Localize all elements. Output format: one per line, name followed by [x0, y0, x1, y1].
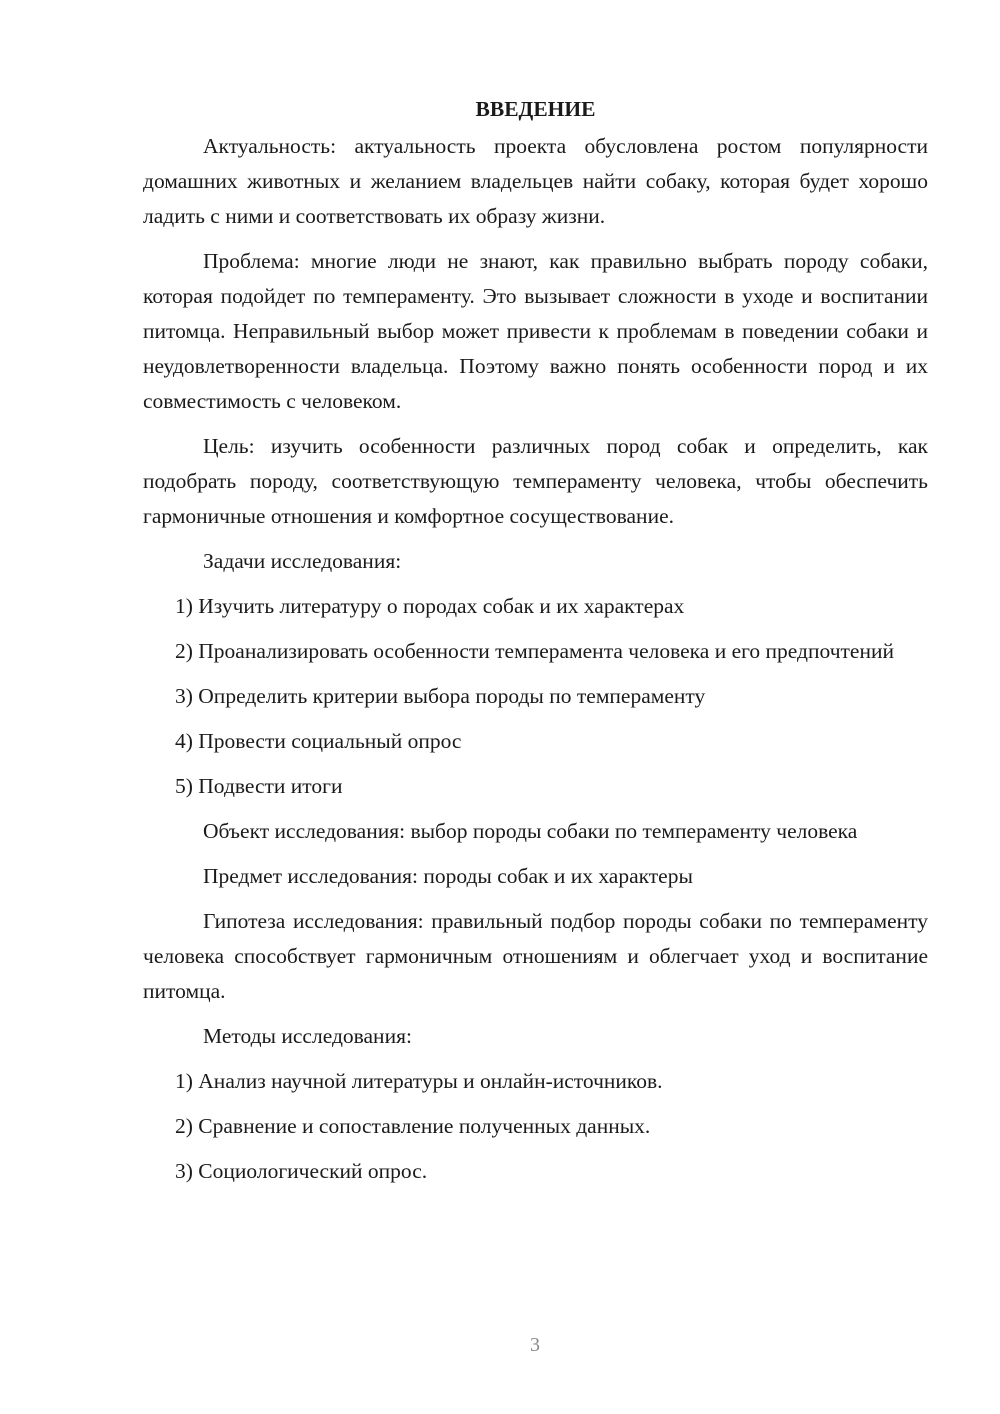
- task-item: 1) Изучить литературу о породах собак и их характерах: [175, 594, 685, 618]
- task-item: 3) Определить критерии выбора породы по темпераменту: [175, 684, 706, 708]
- document-page: [143, 92, 928, 1199]
- method-item: 3) Социологический опрос.: [175, 1159, 428, 1183]
- hypothesis-paragraph: Гипотеза исследования: правильный подбор породы собаки по темпераменту человека способствует гармоничным отношениям и облегчает уход и воспитание питомца.: [143, 909, 928, 1003]
- goal-paragraph: Цель: изучить особенности различных пород собак и определить, как подобрать породу, соответствующую темпераменту человека, чтобы обеспечить гармоничные отношения и комфортное сосуществование.: [143, 434, 928, 528]
- problem-paragraph: Проблема: многие люди не знают, как правильно выбрать породу собаки, которая подойдет по темпераменту. Это вызывает сложности в уходе и воспитании питомца. Неправильный выбор может привести к проблемам в поведении собаки и неудовлетворенности владельца. Поэтому важно понять особенности пород и их совместимость с человеком.: [143, 249, 928, 413]
- task-item: 4) Провести социальный опрос: [175, 729, 462, 753]
- task-item: 2) Проанализировать особенности темперамента человека и его предпочтений: [175, 639, 894, 663]
- relevance-paragraph: Актуальность: актуальность проекта обусловлена ростом популярности домашних животных и желанием владельцев найти собаку, которая будет хорошо ладить с ними и соответствовать их образу жизни.: [143, 134, 928, 228]
- method-item: 2) Сравнение и сопоставление полученных данных.: [175, 1114, 651, 1138]
- page-title: ВВЕДЕНИЕ: [475, 97, 596, 121]
- task-item: 5) Подвести итоги: [175, 774, 343, 798]
- subject-paragraph: Предмет исследования: породы собак и их характеры: [203, 864, 693, 888]
- object-paragraph: Объект исследования: выбор породы собаки по темпераменту человека: [203, 819, 858, 843]
- methods-heading: Методы исследования:: [203, 1024, 412, 1048]
- page-number: 3: [530, 1334, 540, 1356]
- tasks-heading: Задачи исследования:: [203, 549, 402, 573]
- method-item: 1) Анализ научной литературы и онлайн-источников.: [175, 1069, 663, 1093]
